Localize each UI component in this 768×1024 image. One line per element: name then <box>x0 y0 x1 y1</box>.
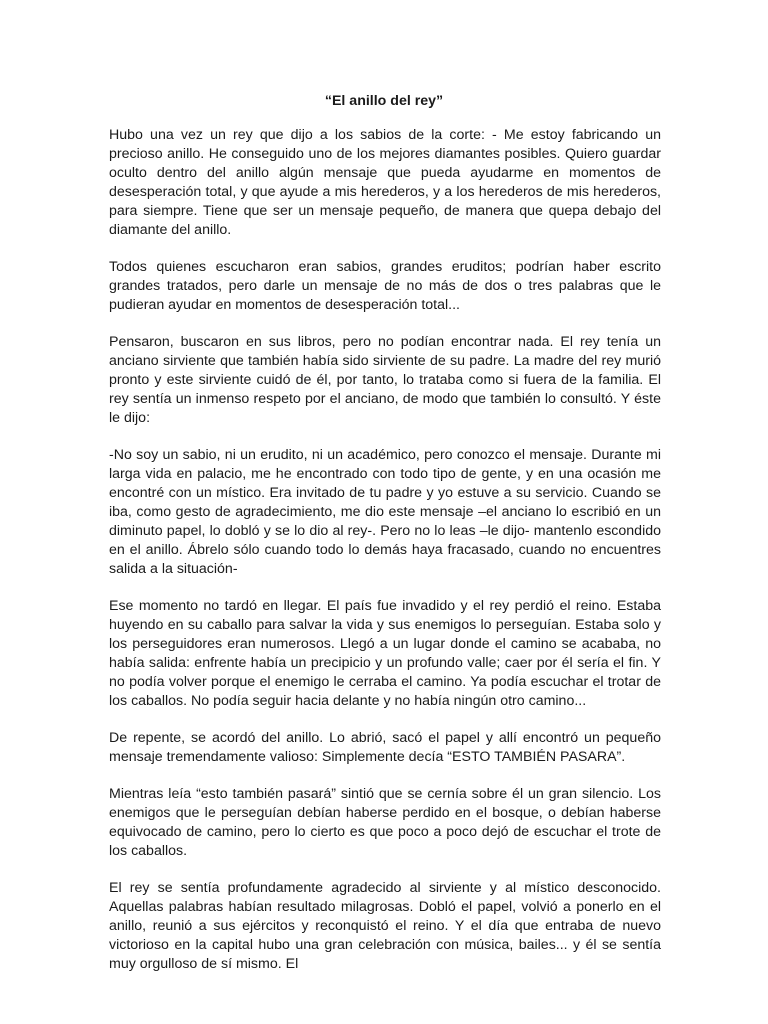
document-body <box>109 126 661 992</box>
paragraph-4: -No soy un sabio, ni un erudito, ni un académico, pero conozco el mensaje. Durante mi larga vida en palacio, me he encontrado con todo tipo de gente, y en una ocasión me encontré con un místico. Era invitado de tu padre y yo estuve a su servicio. Cuando se iba, como gesto de agradecimiento, me dio este mensaje –el anciano lo escribió en un diminuto papel, lo dobló y se lo dio al rey-. Pero no lo leas –le dijo- mantenlo escondido en el anillo. Ábrelo sólo cuando todo lo demás haya fracasado, cuando no encuentres salida a la situación- <box>109 447 661 577</box>
paragraph-1: Hubo una vez un rey que dijo a los sabios de la corte: - Me estoy fabricando un precioso anillo. He conseguido uno de los mejores diamantes posibles. Quiero guardar oculto dentro del anillo algún mensaje que pueda ayudarme en momentos de desesperación total, y que ayude a mis herederos, y a los herederos de mis herederos, para siempre. Tiene que ser un mensaje pequeño, de manera que quepa debajo del diamante del anillo. <box>109 127 661 238</box>
paragraph-8: El rey se sentía profundamente agradecido al sirviente y al místico desconocido. Aquellas palabras habían resultado milagrosas. Dobló el papel, volvió a ponerlo en el anillo, reunió a sus ejércitos y reconquistó el reino. Y el día que entraba de nuevo victorioso en la capital hubo una gran celebración con música, bailes... y él se sentía muy orgulloso de sí mismo. El <box>109 880 661 972</box>
paragraph-5: Ese momento no tardó en llegar. El país fue invadido y el rey perdió el reino. Estaba huyendo en su caballo para salvar la vida y sus enemigos lo perseguían. Estaba solo y los perseguidores eran numerosos. Llegó a un lugar donde el camino se acababa, no había salida: enfrente había un precipicio y un profundo valle; caer por él sería el fin. Y no podía volver porque el enemigo le cerraba el camino. Ya podía escuchar el trotar de los caballos. No podía seguir hacia delante y no había ningún otro camino... <box>109 598 661 709</box>
paragraph-2: Todos quienes escucharon eran sabios, grandes eruditos; podrían haber escrito grandes tratados, pero darle un mensaje de no más de dos o tres palabras que le pudieran ayudar en momentos de desesperación total... <box>109 259 661 313</box>
document-title: “El anillo del rey” <box>324 93 444 109</box>
paragraph-3: Pensaron, buscaron en sus libros, pero no podían encontrar nada. El rey tenía un anciano sirviente que también había sido sirviente de su padre. La madre del rey murió pronto y este sirviente cuidó de él, por tanto, lo trataba como si fuera de la familia. El rey sentía un inmenso respeto por el anciano, de modo que también lo consultó. Y éste le dijo: <box>109 334 661 426</box>
paragraph-7: Mientras leía “esto también pasará” sintió que se cernía sobre él un gran silencio. Los enemigos que le perseguían debían haberse perdido en el bosque, o debían haberse equivocado de camino, pero lo cierto es que poco a poco dejó de escuchar el trote de los caballos. <box>109 786 661 859</box>
paragraph-6: De repente, se acordó del anillo. Lo abrió, sacó el papel y allí encontró un pequeño mensaje tremendamente valioso: Simplemente decía “ESTO TAMBIÉN PASARA”. <box>109 730 661 765</box>
